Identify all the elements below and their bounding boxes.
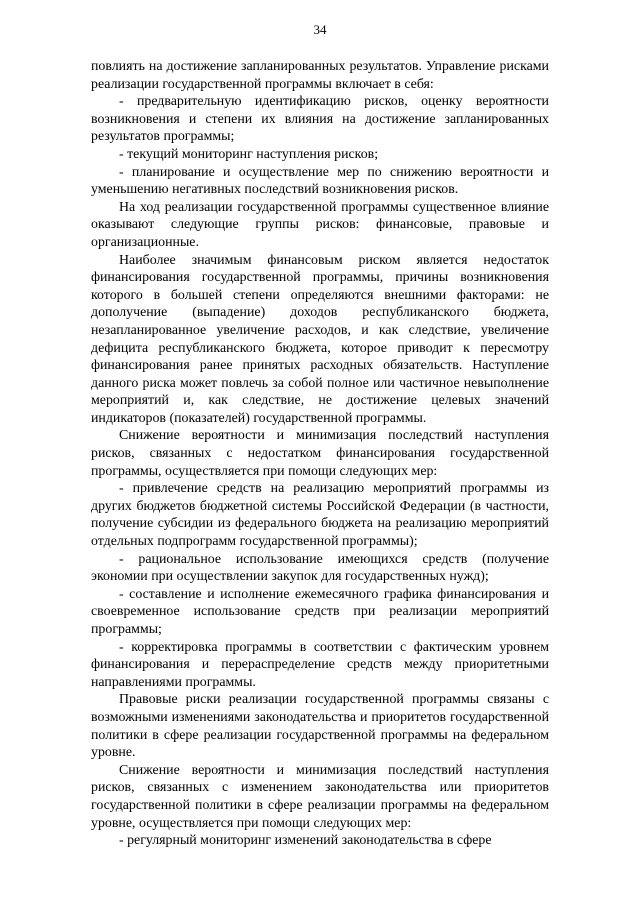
list-item-attract-funds: - привлечение средств на реализацию мероприятий программы из других бюджетов бюджетной системы Российской Федерации (в частности, получение субсидии из федерального бюджета на реализацию мероприятий отдельных подпрограмм государственной программы); xyxy=(91,481,549,550)
paragraph-financial-measures-intro: Снижение вероятности и минимизация последствий наступления рисков, связанных с недостатком финансирования государственной программы, осуществляется при помощи следующих мер: xyxy=(91,428,549,479)
paragraph-legal-measures-intro: Снижение вероятности и минимизация последствий наступления рисков, связанных с изменением законодательства или приоритетов государственной политики в сфере реализации программы на федеральном уровне, осуществляется при помощи следующих мер: xyxy=(91,762,549,831)
paragraph-legal-risk: Правовые риски реализации государственной программы связаны с возможными изменениями законодательства и приоритетов государственной политики в сфере реализации государственной программы на федеральном уровне. xyxy=(91,692,549,761)
list-item-risk-identification: - предварительную идентификацию рисков, оценку вероятности возникновения и степени их влияния на достижение запланированных результатов программы; xyxy=(91,94,549,145)
paragraph-financial-risk: Наиболее значимым финансовым риском является недостаток финансирования государственной программы, причины возникновения которого в большей степени определяются внешними факторами: не дополучение (выпадение) доходов республиканского бюджета, незапланированное увеличение расходов, и как следствие, увеличение дефицита республиканского бюджета, которое приводит к пересмотру финансирования ранее принятых расходных обязательств. Наступление данного риска может повлечь за собой полное или частичное невыполнение мероприятий и, как следствие, не достижение целевых значений индикаторов (показателей) государственной программы. xyxy=(91,252,549,426)
paragraph-risk-groups: На ход реализации государственной программы существенное влияние оказывают следующие группы рисков: финансовые, правовые и организационные. xyxy=(91,199,549,250)
document-body xyxy=(91,58,549,850)
list-item-risk-mitigation: - планирование и осуществление мер по снижению вероятности и уменьшению негативных последствий возникновения рисков. xyxy=(91,164,549,198)
list-item-legislation-monitoring: - регулярный мониторинг изменений законодательства в сфере xyxy=(119,833,492,849)
paragraph-continuation: повлиять на достижение запланированных результатов. Управление рисками реализации государственной программы включает в себя: xyxy=(91,59,549,92)
list-item-monthly-schedule: - составление и исполнение ежемесячного графика финансирования и своевременное использование средств при реализации мероприятий программы; xyxy=(91,586,549,637)
list-item-rational-use: - рациональное использование имеющихся средств (получение экономии при осуществлении закупок для государственных нужд); xyxy=(91,551,549,585)
list-item-risk-monitoring: - текущий мониторинг наступления рисков; xyxy=(119,146,379,162)
page-number: 34 xyxy=(313,22,327,37)
list-item-program-adjustment: - корректировка программы в соответствии с фактическим уровнем финансирования и перераспределение средств между приоритетными направлениями программы. xyxy=(91,639,549,690)
